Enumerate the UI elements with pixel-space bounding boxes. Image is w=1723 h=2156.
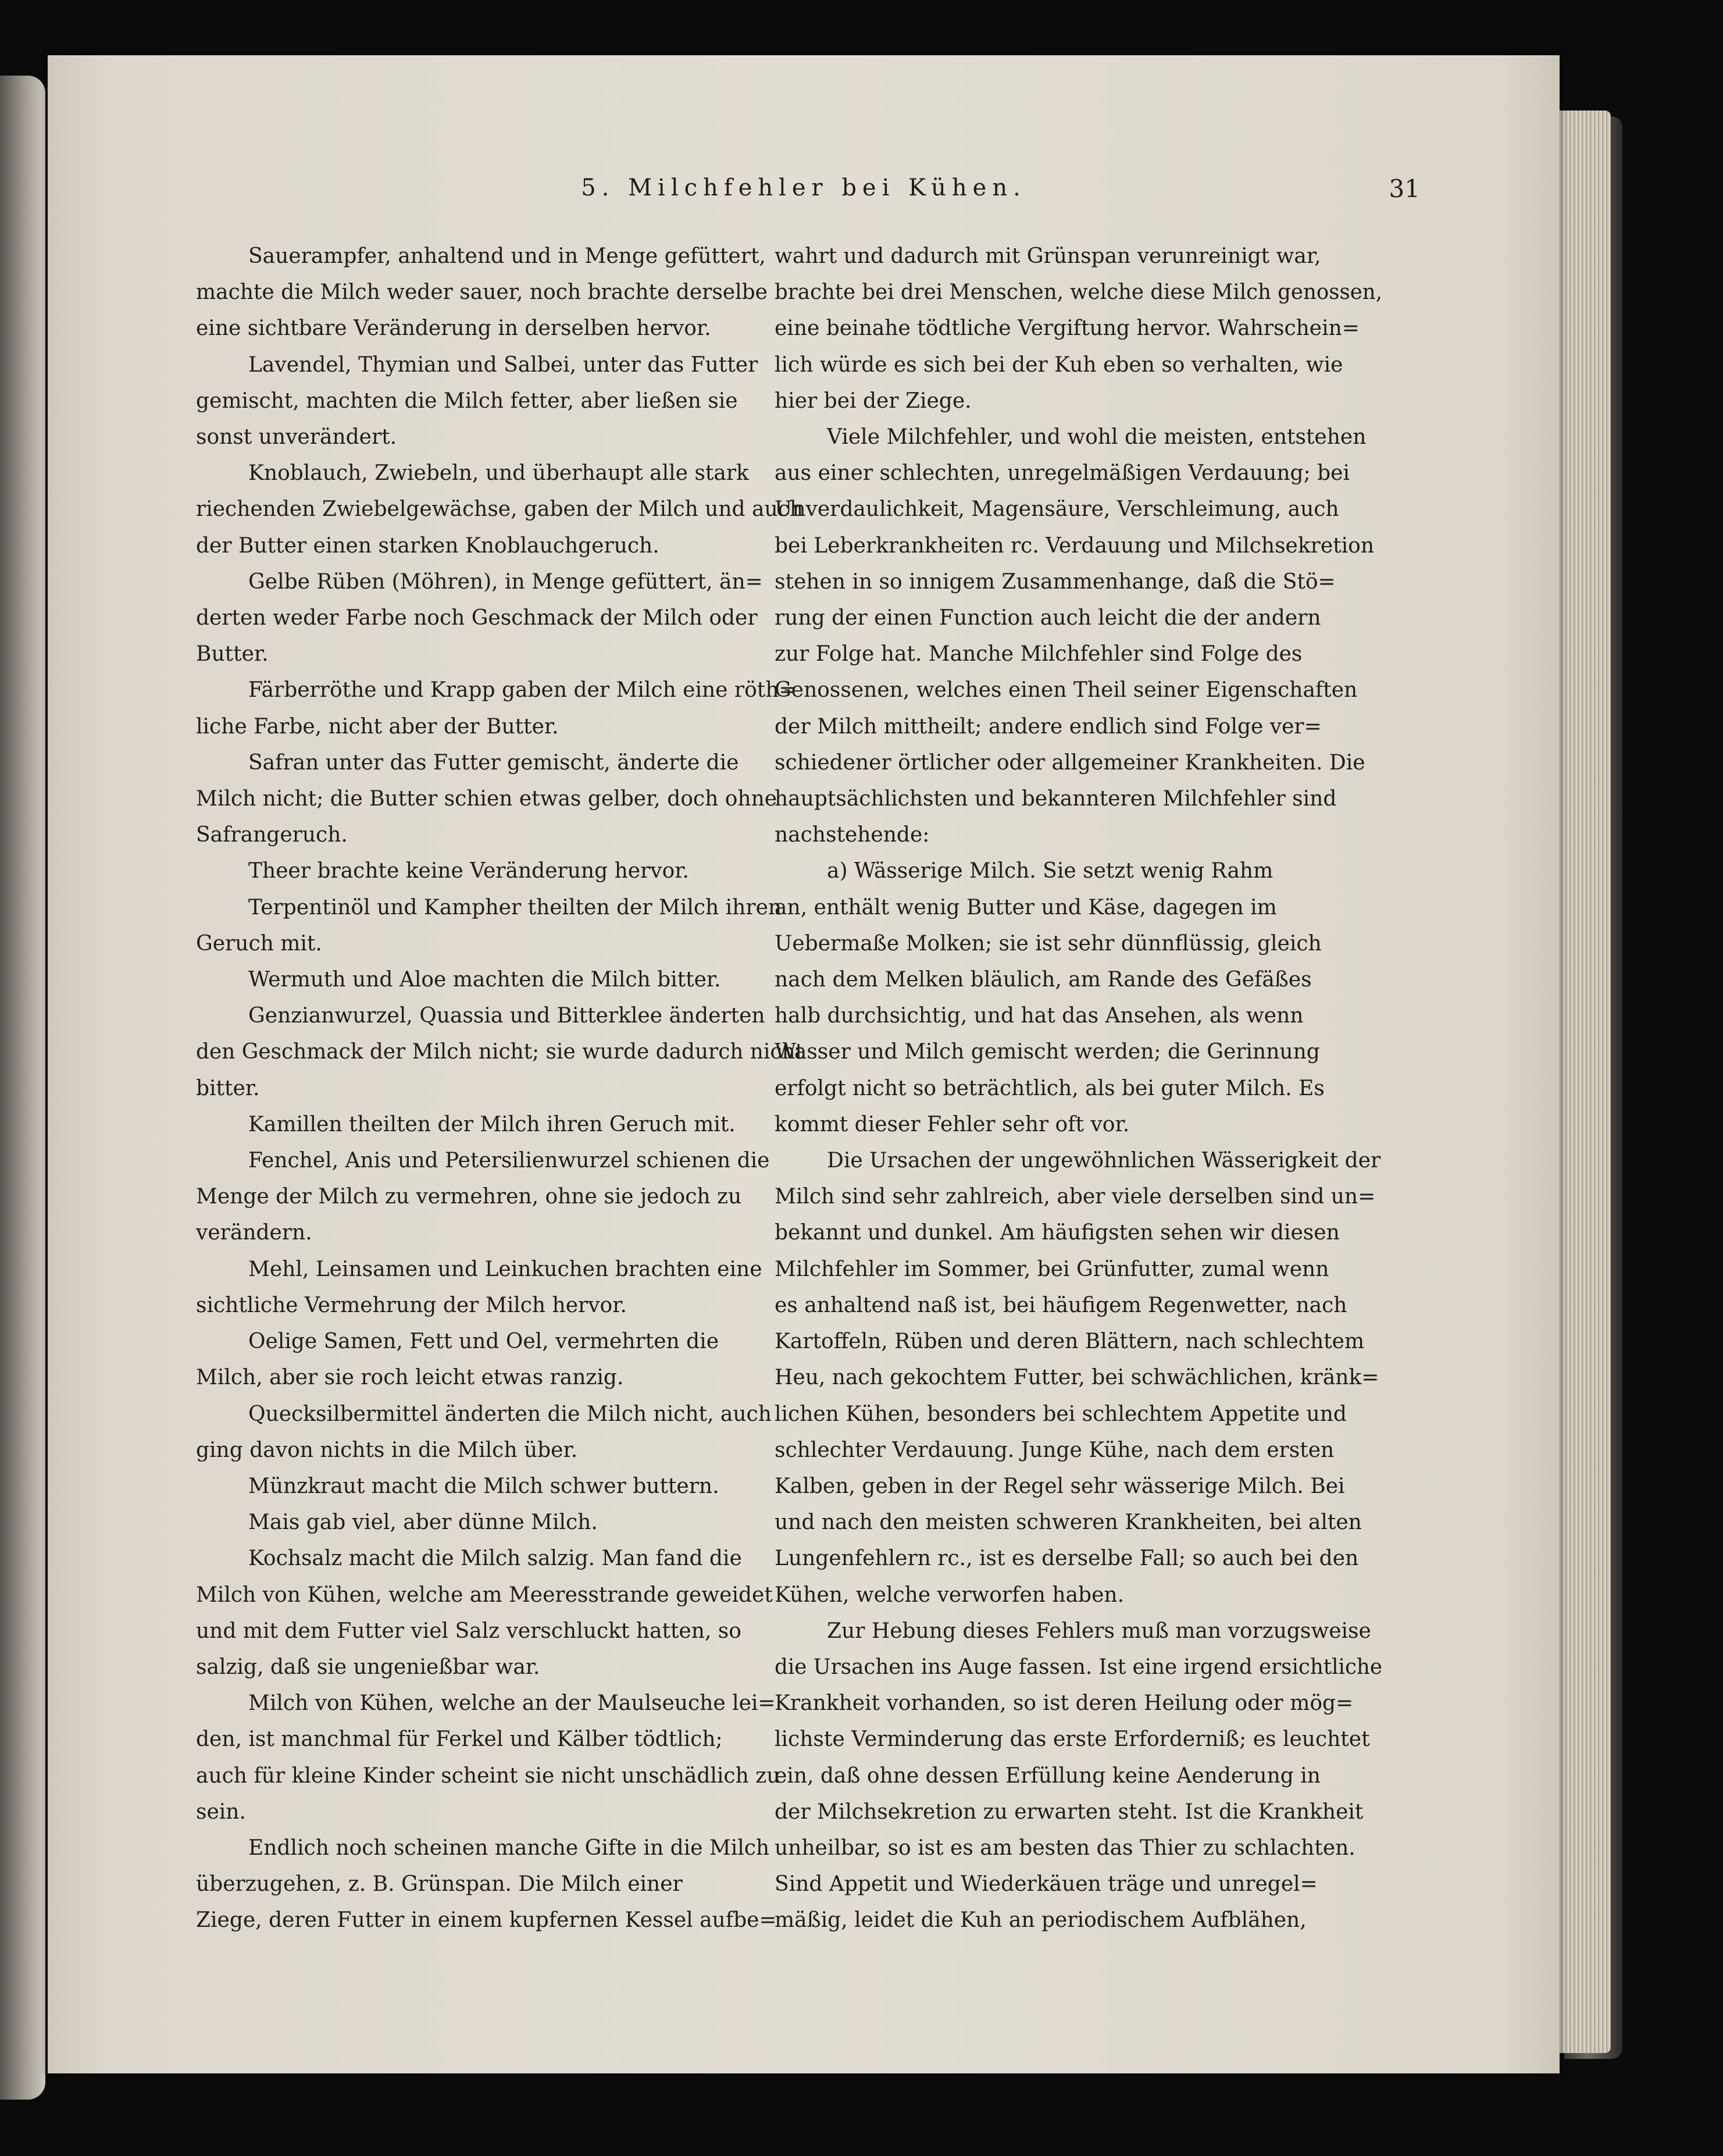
text-line: brachte bei drei Menschen, welche diese Milch genossen, — [775, 280, 1382, 305]
text-line: nach dem Melken bläulich, am Rande des Gefäßes — [775, 968, 1312, 992]
text-line: machte die Milch weder sauer, noch brachte derselbe — [196, 280, 768, 305]
text-line: Kühen, welche verworfen haben. — [775, 1583, 1125, 1607]
text-line: verändern. — [196, 1221, 312, 1245]
text-line: mäßig, leidet die Kuh an periodischem Aufblähen, — [775, 1908, 1307, 1933]
text-line: Wermuth und Aloe machten die Milch bitter. — [248, 968, 721, 992]
text-line: Unverdaulichkeit, Magensäure, Verschleimung, auch — [775, 497, 1339, 522]
text-line: der Milchsekretion zu erwarten steht. Ist die Krankheit — [775, 1799, 1364, 1824]
text-line: der Milch mittheilt; andere endlich sind Folge ver= — [775, 714, 1322, 739]
text-line: hauptsächlichsten und bekannteren Milchfehler sind — [775, 787, 1337, 811]
text-line: eine beinahe tödtliche Vergiftung hervor. Wahrschein= — [775, 316, 1360, 341]
text-line: Krankheit vorhanden, so ist deren Heilung oder mög= — [775, 1691, 1354, 1716]
left-facing-page-edge — [0, 76, 45, 2100]
text-line: und nach den meisten schweren Krankheiten, bei alten — [775, 1510, 1362, 1535]
text-line: schiedener örtlicher oder allgemeiner Krankheiten. Die — [775, 750, 1365, 775]
text-line: Genossenen, welches einen Theil seiner Eigenschaften — [775, 678, 1358, 703]
text-line: Butter. — [196, 642, 269, 667]
text-line: Kamillen theilten der Milch ihren Geruch mit. — [248, 1112, 736, 1136]
text-line: Sauerampfer, anhaltend und in Menge gefüttert, — [248, 244, 766, 268]
text-line: Sind Appetit und Wiederkäuen träge und unregel= — [775, 1872, 1318, 1897]
text-line: Färberröthe und Krapp gaben der Milch eine röth= — [248, 678, 797, 703]
text-line: halb durchsichtig, und hat das Ansehen, als wenn — [775, 1004, 1304, 1028]
text-line: lichen Kühen, besonders bei schlechtem Appetite und — [775, 1402, 1347, 1426]
text-line: die Ursachen ins Auge fassen. Ist eine irgend ersichtliche — [775, 1655, 1382, 1679]
text-line: a) Wässerige Milch. Sie setzt wenig Rahm — [827, 859, 1273, 883]
text-line: wahrt und dadurch mit Grünspan verunreinigt war, — [775, 244, 1321, 268]
text-line: derten weder Farbe noch Geschmack der Milch oder — [196, 606, 758, 630]
text-column-right — [775, 238, 1382, 1939]
text-line: zur Folge hat. Manche Milchfehler sind Folge des — [775, 642, 1303, 667]
text-line: Münzkraut macht die Milch schwer buttern. — [248, 1474, 719, 1498]
text-line: der Butter einen starken Knoblauchgeruch. — [196, 533, 659, 558]
text-line: Milch von Kühen, welche an der Maulseuche lei= — [248, 1691, 776, 1716]
text-line: stehen in so innigem Zusammenhange, daß die Stö= — [775, 569, 1336, 594]
text-line: Terpentinöl und Kampher theilten der Milch ihren — [248, 895, 782, 920]
text-line: lichste Verminderung das erste Erforderniß; es leuchtet — [775, 1727, 1370, 1752]
text-line: Mais gab viel, aber dünne Milch. — [248, 1510, 598, 1535]
text-line: lich würde es sich bei der Kuh eben so verhalten, wie — [775, 352, 1343, 377]
text-line: salzig, daß sie ungenießbar war. — [196, 1655, 540, 1679]
text-line: Oelige Samen, Fett und Oel, vermehrten die — [248, 1330, 719, 1354]
text-line: Lungenfehlern rc., ist es derselbe Fall; so auch bei den — [775, 1546, 1359, 1571]
chapter-title: 5. Milchfehler bei Kühen. — [581, 174, 1026, 201]
page-number: 31 — [1389, 174, 1420, 203]
text-column-left — [196, 238, 804, 1939]
text-line: erfolgt nicht so beträchtlich, als bei guter Milch. Es — [775, 1076, 1325, 1100]
text-line: ging davon nichts in die Milch über. — [196, 1438, 578, 1462]
text-line: Milchfehler im Sommer, bei Grünfutter, zumal wenn — [775, 1257, 1329, 1281]
text-line: Milch nicht; die Butter schien etwas gelber, doch ohne — [196, 787, 777, 811]
text-line: Mehl, Leinsamen und Leinkuchen brachten eine — [248, 1257, 762, 1281]
text-line: sichtliche Vermehrung der Milch hervor. — [196, 1293, 627, 1317]
text-line: sonst unverändert. — [196, 425, 397, 450]
text-line: Milch, aber sie roch leicht etwas ranzig. — [196, 1366, 624, 1390]
text-line: überzugehen, z. B. Grünspan. Die Milch einer — [196, 1872, 683, 1897]
running-header — [48, 174, 1560, 209]
text-line: Endlich noch scheinen manche Gifte in die Milch — [248, 1836, 770, 1860]
text-line: Knoblauch, Zwiebeln, und überhaupt alle stark — [248, 461, 749, 486]
text-line: Die Ursachen der ungewöhnlichen Wässerigkeit der — [827, 1149, 1381, 1173]
text-line: Wasser und Milch gemischt werden; die Gerinnung — [775, 1040, 1320, 1064]
text-line: Safrangeruch. — [196, 823, 348, 847]
text-line: bekannt und dunkel. Am häufigsten sehen wir diesen — [775, 1221, 1340, 1245]
text-line: den, ist manchmal für Ferkel und Kälber tödtlich; — [196, 1727, 723, 1752]
text-line: eine sichtbare Veränderung in derselben hervor. — [196, 316, 711, 341]
text-line: und mit dem Futter viel Salz verschluckt hatten, so — [196, 1619, 741, 1643]
book-page — [48, 55, 1560, 2073]
text-line: Kartoffeln, Rüben und deren Blättern, nach schlechtem — [775, 1330, 1365, 1354]
text-line: sein. — [196, 1799, 246, 1824]
text-line: Theer brachte keine Veränderung hervor. — [248, 859, 689, 883]
text-line: auch für kleine Kinder scheint sie nicht unschädlich zu — [196, 1763, 780, 1788]
text-line: es anhaltend naß ist, bei häufigem Regenwetter, nach — [775, 1293, 1347, 1317]
text-line: Quecksilbermittel änderten die Milch nicht, auch — [248, 1402, 772, 1426]
text-line: den Geschmack der Milch nicht; sie wurde dadurch nicht — [196, 1040, 804, 1064]
text-line: Milch von Kühen, welche am Meeresstrande geweidet — [196, 1583, 773, 1607]
text-line: Zur Hebung dieses Fehlers muß man vorzugsweise — [827, 1619, 1371, 1643]
text-line: Fenchel, Anis und Petersilienwurzel schienen die — [248, 1149, 770, 1173]
text-line: Safran unter das Futter gemischt, änderte die — [248, 750, 739, 775]
text-line: Gelbe Rüben (Möhren), in Menge gefüttert, än= — [248, 569, 763, 594]
text-line: riechenden Zwiebelgewächse, gaben der Milch und auch — [196, 497, 804, 522]
text-line: Genzianwurzel, Quassia und Bitterklee änderten — [248, 1004, 765, 1028]
text-line: hier bei der Ziege. — [775, 389, 972, 413]
text-line: Kalben, geben in der Regel sehr wässerige Milch. Bei — [775, 1474, 1345, 1498]
text-line: an, enthält wenig Butter und Käse, dagegen im — [775, 895, 1277, 920]
text-line: kommt dieser Fehler sehr oft vor. — [775, 1112, 1130, 1136]
text-line: unheilbar, so ist es am besten das Thier zu schlachten. — [775, 1836, 1355, 1860]
text-line: Kochsalz macht die Milch salzig. Man fand die — [248, 1546, 742, 1571]
text-line: Viele Milchfehler, und wohl die meisten, entstehen — [827, 425, 1367, 450]
text-line: gemischt, machten die Milch fetter, aber ließen sie — [196, 389, 738, 413]
text-line: Milch sind sehr zahlreich, aber viele derselben sind un= — [775, 1185, 1376, 1209]
text-line: schlechter Verdauung. Junge Kühe, nach dem ersten — [775, 1438, 1335, 1462]
text-line: rung der einen Function auch leicht die der andern — [775, 606, 1321, 630]
text-line: liche Farbe, nicht aber der Butter. — [196, 714, 559, 739]
text-line: nachstehende: — [775, 823, 930, 847]
text-line: Lavendel, Thymian und Salbei, unter das Futter — [248, 352, 758, 377]
text-line: Ziege, deren Futter in einem kupfernen Kessel aufbe= — [196, 1908, 777, 1933]
text-line: Heu, nach gekochtem Futter, bei schwächlichen, kränk= — [775, 1366, 1379, 1390]
text-line: Menge der Milch zu vermehren, ohne sie jedoch zu — [196, 1185, 742, 1209]
text-line: ein, daß ohne dessen Erfüllung keine Aenderung in — [775, 1763, 1321, 1788]
text-line: bei Leberkrankheiten rc. Verdauung und Milchsekretion — [775, 533, 1375, 558]
text-line: aus einer schlechten, unregelmäßigen Verdauung; bei — [775, 461, 1350, 486]
text-line: Geruch mit. — [196, 931, 322, 956]
text-line: Uebermaße Molken; sie ist sehr dünnflüssig, gleich — [775, 931, 1322, 956]
text-line: bitter. — [196, 1076, 260, 1100]
